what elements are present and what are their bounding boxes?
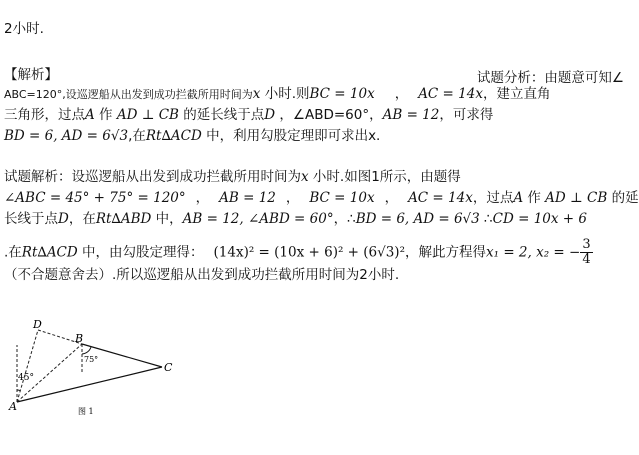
solution-line-3: 长线于点D，在Rt∆ABD 中，AB = 12, ∠ABD = 60°，∴BD = 6, AD = 6√3 ∴CD = 10x + 6	[4, 211, 587, 227]
triangle-figure	[0, 310, 200, 435]
analysis-line-3: BD = 6, AD = 6√3,在Rt∆ACD 中，利用勾股定理即可求出x.	[4, 128, 381, 144]
analysis-intro: 试题分析：由题意可知∠	[476, 70, 624, 86]
solution-line-1: 试题解析：设巡逻船从出发到成功拦截所用时间为x 小时.如图1所示，由题得	[4, 169, 461, 185]
label-b: B	[75, 332, 84, 345]
angle-label-45: 45°	[18, 373, 34, 383]
analysis-line-2: 三角形，过点A 作 AD ⊥ CB 的延长线于点D ，∠ABD=60°，AB = 12，可求得	[4, 107, 494, 123]
angle-arc-b	[82, 347, 91, 354]
label-c: C	[164, 361, 173, 374]
label-d: D	[33, 318, 42, 331]
figure-caption: 图 1	[78, 407, 94, 416]
angle-label-75: 75°	[84, 355, 99, 364]
solution-line-4: .在Rt∆ACD 中，由勾股定理得： (14x)² = (10x + 6)² + (6√3)²，解此方程得x₁ = 2, x₂ = − $\frac{3}{4}$	[4, 237, 591, 267]
analysis-title: 【解析】	[4, 67, 58, 83]
angle-arc-a	[17, 390, 20, 391]
solution-line-5: （不合题意舍去）.所以巡逻船从出发到成功拦截所用时间为2小时.	[4, 267, 400, 283]
label-a: A	[9, 400, 17, 413]
solution-line-2: ∠ABC = 45° + 75° = 120° ， AB = 12 ， BC = 10x ， AC = 14x，过点A 作 AD ⊥ CB 的延	[4, 190, 639, 206]
fraction-three-quarters: $\frac{3}{4}$	[582, 237, 591, 267]
segment-ac	[17, 367, 162, 402]
segment-ad	[17, 330, 38, 402]
header-line: 2小时.	[4, 21, 44, 37]
analysis-line-1: ABC=120°,设巡逻船从出发到成功拦截所用时间为x 小时.则BC = 10x ， AC = 14x，建立直角	[4, 86, 551, 102]
